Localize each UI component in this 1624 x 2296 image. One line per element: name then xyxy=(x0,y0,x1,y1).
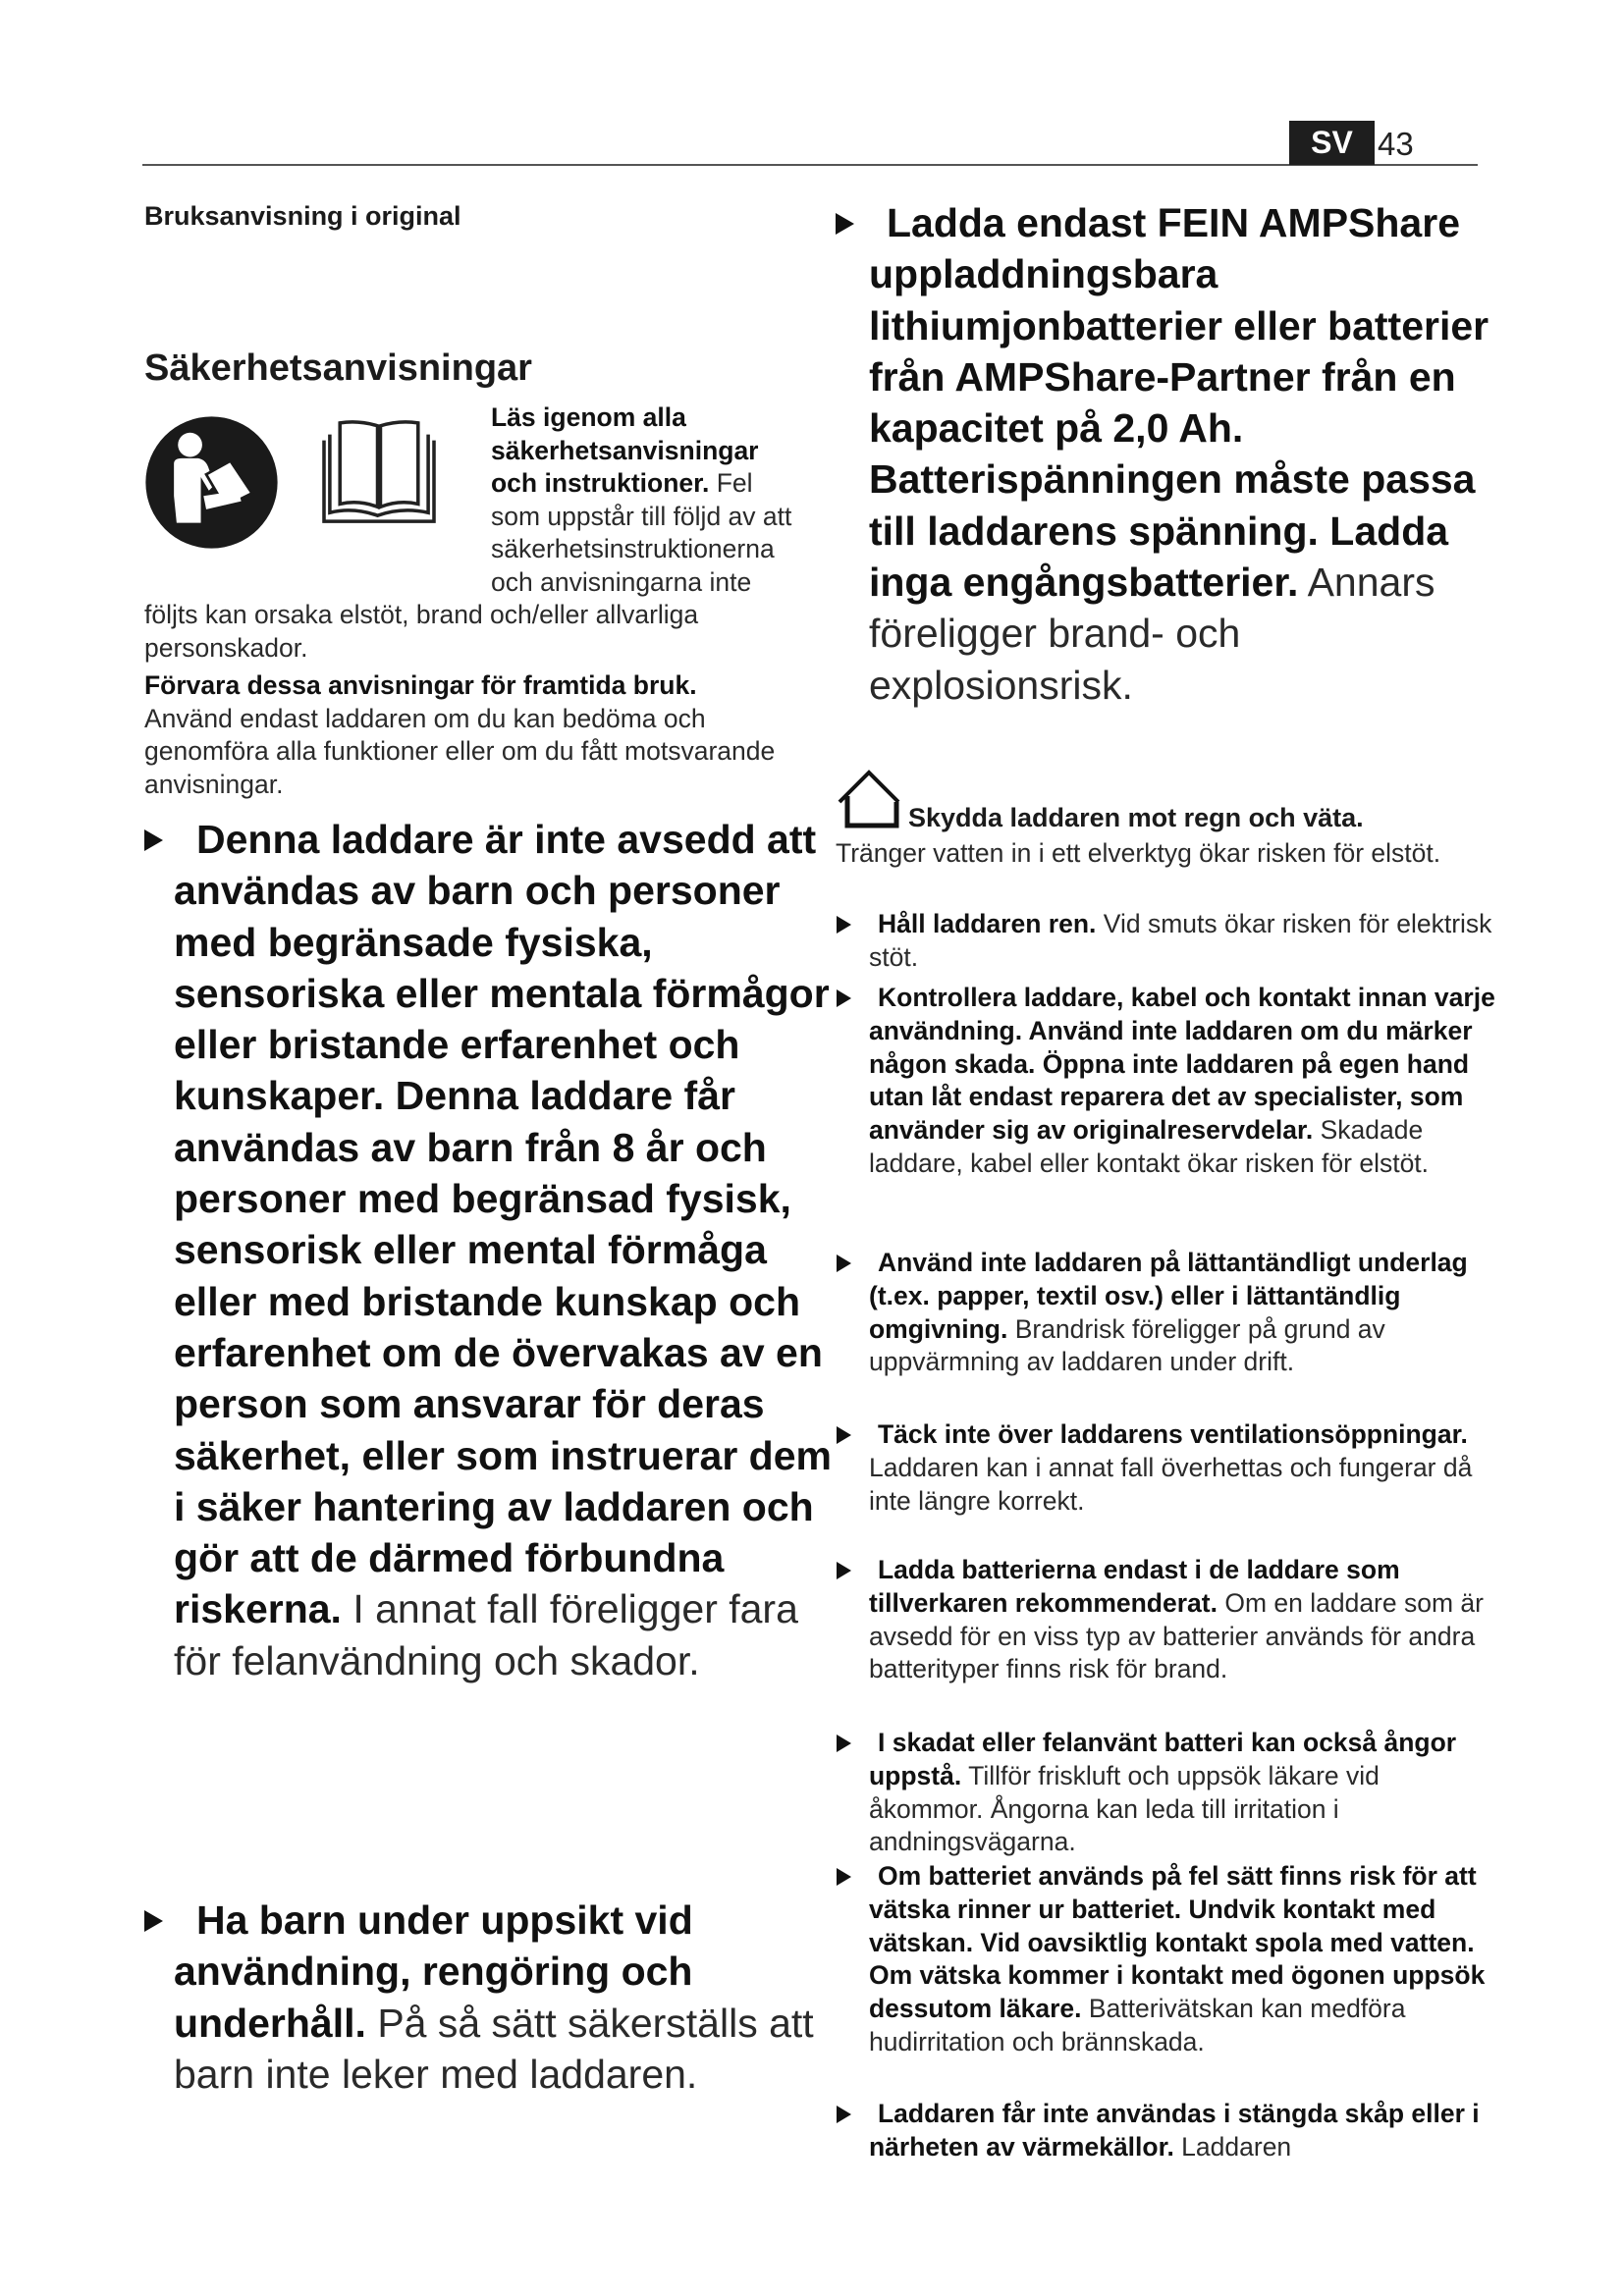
warning-text: Tränger vatten in i ett elverktyg ökar risken för elstöt. xyxy=(836,838,1441,868)
bullet-regular-text: Brandrisk föreligger på grund av uppvärmning av laddaren under drift. xyxy=(869,1313,1385,1377)
bullet-bold-text: Täck inte över laddarens ventilationsöppningar. xyxy=(878,1419,1468,1449)
bullet-regular-text: Skadade laddare, kabel eller kontakt ökar risken för elstöt. xyxy=(869,1115,1430,1178)
bullet-bold-text: Håll laddaren ren. xyxy=(878,909,1097,938)
intro-section xyxy=(144,401,792,801)
bullet-triangle-icon xyxy=(836,213,854,235)
bullet-triangle-icon xyxy=(837,1735,851,1752)
bullet-triangle-icon xyxy=(144,829,163,851)
intro-bold-text: Läs igenom alla säkerhetsanvisningar och instruktioner. xyxy=(491,402,759,498)
bullet-regular-text: Annars föreligger brand- och explosionsrisk. xyxy=(869,560,1435,708)
read-manual-icon xyxy=(144,415,279,550)
bullet-triangle-icon xyxy=(837,916,851,934)
bullet-regular-text: Laddaren kan i annat fall överhettas och fungerar då inte längre korrekt. xyxy=(869,1452,1473,1516)
bullet-triangle-icon xyxy=(837,2106,851,2123)
bullet-bold-text: Ladda batterierna endast i de laddare som tillverkaren rekommenderat. xyxy=(869,1555,1400,1618)
bullet-bold-text: I skadat eller felanvänt batteri kan också ångor uppstå. xyxy=(869,1728,1457,1790)
header-rule xyxy=(142,164,1478,166)
bullet-bold-text: Ladda endast FEIN AMPShare uppladdningsbara lithiumjonbatterier eller batterier från AMPShare-Partner från en kapacitet på 2,0 Ah. Batterispänningen måste passa till laddarens spänning. Ladda inga engångsbatterier. xyxy=(869,200,1489,606)
open-book-icon xyxy=(321,417,437,527)
warning-title: Skydda laddaren mot regn och väta. xyxy=(908,803,1364,832)
right-bullet-item xyxy=(869,1247,1497,1379)
page-number: 43 xyxy=(1378,126,1414,162)
bullet-triangle-icon xyxy=(837,989,851,1007)
right-bullet-battery-charging xyxy=(869,197,1507,711)
keep-instructions-text: Förvara dessa anvisningar för framtida bruk. xyxy=(144,670,697,700)
use-conditions-text: Använd endast laddaren om du kan bedöma och genomföra alla funktioner eller om du fått motsvarande anvisningar. xyxy=(144,703,776,799)
bullet-bold-text: Kontrollera laddare, kabel och kontakt innan varje användning. Använd inte laddaren om du märker någon skada. Öppna inte laddaren på egen hand utan låt endast reparera det av specialister, som använder sig av originalreservdelar. xyxy=(869,983,1495,1146)
document-subtitle: Bruksanvisning i original xyxy=(144,201,461,231)
bullet-bold-text: Använd inte laddaren på lättantändligt underlag (t.ex. papper, textil osv.) eller i lättantändlig omgivning. xyxy=(869,1248,1468,1344)
bullet-triangle-icon xyxy=(837,1426,851,1444)
bullet-triangle-icon xyxy=(144,1910,163,1932)
bullet-bold-text: Ha barn under uppsikt vid användning, rengöring och underhåll. xyxy=(174,1897,693,2046)
right-bullet-item xyxy=(869,2098,1497,2164)
right-bullet-item xyxy=(869,1860,1497,2059)
bullet-bold-text: Denna laddare är inte avsedd att användas av barn och personer med begränsade fysiska, sensoriska eller mentala förmågor eller bristande erfarenhet och kunskaper. Denna laddare får användas av barn från 8 år och personer med begränsad fysisk, sensorisk eller mental förmåga eller med bristande kunskap och erfarenhet om de övervakas av en person som ansvarar för deras säkerhet, eller som instruerar dem i säker hantering av laddaren och gör att de därmed förbundna riskerna. xyxy=(174,817,832,1632)
right-bullet-item xyxy=(869,982,1497,1181)
bullet-regular-text: Tillför friskluft och uppsök läkare vid åkommor. Ångorna kan leda till irritation i andningsvägarna. xyxy=(869,1760,1380,1857)
intro-regular-text: Fel som uppstår till följd av att säkerhetsinstruktionerna och anvisningarna inte följts kan orsaka elstöt, brand och/eller allvarliga personskador. xyxy=(144,468,792,663)
bullet-regular-text: Om en laddare som är avsedd för en viss typ av batterier används för andra batterityper finns risk för brand. xyxy=(869,1587,1484,1684)
bullet-bold-text: Laddaren får inte användas i stängda skåp eller i närheten av värmekällor. xyxy=(869,2099,1480,2162)
left-bullet-supervision xyxy=(174,1895,832,2100)
bullet-regular-text: Vid smuts ökar risken för elektrisk stöt. xyxy=(869,909,1492,972)
right-bullet-item xyxy=(869,1727,1497,1859)
indoor-use-house-icon xyxy=(836,769,902,829)
bullet-regular-text: I annat fall föreligger fara för felanvändning och skador. xyxy=(174,1586,798,1683)
bullet-triangle-icon xyxy=(837,1868,851,1886)
bullet-regular-text: Batterivätskan kan medföra hudirritation och brännskada. xyxy=(869,1994,1406,2056)
icons-group xyxy=(144,401,491,570)
bullet-bold-text: Om batteriet används på fel sätt finns risk för att vätska rinner ur batteriet. Undvik kontakt med vätskan. Vid oavsiktlig kontakt spola med vatten. Om vätska kommer i kontakt med ögonen uppsök dessutom läkare. xyxy=(869,1861,1486,2024)
bullet-regular-text: Laddaren xyxy=(1173,2131,1292,2162)
left-bullet-children xyxy=(174,814,832,1686)
bullet-regular-text: På så sätt säkerställs att barn inte leker med laddaren. xyxy=(174,2000,814,2097)
right-bullet-item xyxy=(869,908,1497,975)
bullet-triangle-icon xyxy=(837,1562,851,1579)
language-badge: SV xyxy=(1289,121,1375,165)
section-heading: Säkerhetsanvisningar xyxy=(144,347,532,389)
right-bullet-item xyxy=(869,1418,1497,1518)
bullet-triangle-icon xyxy=(837,1255,851,1272)
right-bullet-item xyxy=(869,1554,1497,1686)
